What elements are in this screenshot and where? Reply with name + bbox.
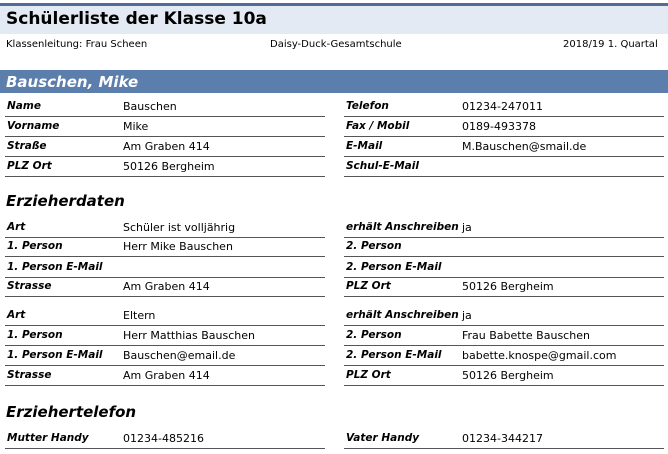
field-label: PLZ Ort: [346, 280, 391, 292]
field-row: [5, 346, 325, 366]
field-row: [5, 366, 325, 386]
field-row: [5, 157, 325, 177]
field-value: Am Graben 414: [123, 140, 210, 153]
field-label: Telefon: [346, 100, 389, 112]
field-value: Schüler ist volljährig: [123, 221, 236, 234]
field-value: Herr Matthias Bauschen: [123, 329, 255, 342]
field-value: Am Graben 414: [123, 280, 210, 293]
field-row: [5, 277, 325, 297]
field-row: [5, 218, 325, 238]
field-row: [5, 306, 325, 326]
field-value: 50126 Bergheim: [462, 280, 554, 293]
field-label: Name: [7, 100, 41, 112]
school-term: 2018/19 1. Quartal: [563, 39, 658, 50]
field-row: [5, 97, 325, 117]
field-value: Herr Mike Bauschen: [123, 240, 233, 253]
field-label: Straße: [7, 140, 47, 152]
phones-heading: Erziehertelefon: [6, 403, 137, 421]
field-label: 2. Person: [346, 329, 402, 341]
field-value: Mike: [123, 120, 149, 133]
field-row: [344, 97, 664, 117]
page-title: Schülerliste der Klasse 10a: [6, 9, 267, 29]
field-label: Art: [7, 221, 26, 233]
field-label: PLZ Ort: [7, 160, 52, 172]
field-value: 50126 Bergheim: [123, 160, 215, 173]
field-label: 1. Person E-Mail: [7, 261, 103, 273]
field-row: [344, 117, 664, 137]
field-row: [5, 137, 325, 157]
school-name: Daisy-Duck-Gesamtschule: [270, 39, 402, 50]
field-value: Frau Babette Bauschen: [462, 329, 590, 342]
field-value: 0189-493378: [462, 120, 536, 133]
field-label: Fax / Mobil: [346, 120, 410, 132]
field-row: [344, 366, 664, 386]
field-label: 1. Person E-Mail: [7, 349, 103, 361]
field-row: [344, 306, 664, 326]
field-label: erhält Anschreiben: [346, 221, 459, 233]
field-value: ja: [462, 221, 472, 234]
field-value: 01234-247011: [462, 100, 543, 113]
guardians-heading: Erzieherdaten: [6, 192, 125, 210]
field-label: 2. Person E-Mail: [346, 349, 442, 361]
field-value: 01234-344217: [462, 432, 543, 445]
field-value: Bauschen: [123, 100, 177, 113]
field-row: [344, 237, 664, 257]
field-label: 1. Person: [7, 240, 63, 252]
field-label: erhält Anschreiben: [346, 309, 459, 321]
field-row: [344, 346, 664, 366]
field-row: [344, 277, 664, 297]
field-label: Vorname: [7, 120, 60, 132]
field-row: [5, 117, 325, 137]
field-label: 2. Person: [346, 240, 402, 252]
field-label: Mutter Handy: [7, 432, 89, 444]
field-label: PLZ Ort: [346, 369, 391, 381]
field-value: 01234-485216: [123, 432, 204, 445]
field-row: [5, 429, 325, 449]
email-link[interactable]: Bauschen@email.de: [123, 349, 236, 362]
field-label: Vater Handy: [346, 432, 420, 444]
field-row: [344, 157, 664, 177]
field-row: [5, 258, 325, 278]
email-link[interactable]: M.Bauschen@smail.de: [462, 140, 587, 153]
field-value: ja: [462, 309, 472, 322]
student-name: Bauschen, Mike: [6, 73, 139, 91]
field-value: Am Graben 414: [123, 369, 210, 382]
field-row: [5, 237, 325, 257]
field-label: E-Mail: [346, 140, 383, 152]
field-row: [344, 429, 664, 449]
class-teacher: Klassenleitung: Frau Scheen: [6, 39, 148, 50]
field-row: [344, 326, 664, 346]
email-link[interactable]: babette.knospe@gmail.com: [462, 349, 617, 362]
field-label: 2. Person E-Mail: [346, 261, 442, 273]
field-label: Schul-E-Mail: [346, 160, 419, 172]
field-row: [344, 137, 664, 157]
field-row: [5, 326, 325, 346]
field-label: Strasse: [7, 280, 52, 292]
field-value: 50126 Bergheim: [462, 369, 554, 382]
field-label: Art: [7, 309, 26, 321]
field-label: 1. Person: [7, 329, 63, 341]
field-label: Strasse: [7, 369, 52, 381]
field-value: Eltern: [123, 309, 156, 322]
field-row: [344, 218, 664, 238]
field-row: [344, 258, 664, 278]
